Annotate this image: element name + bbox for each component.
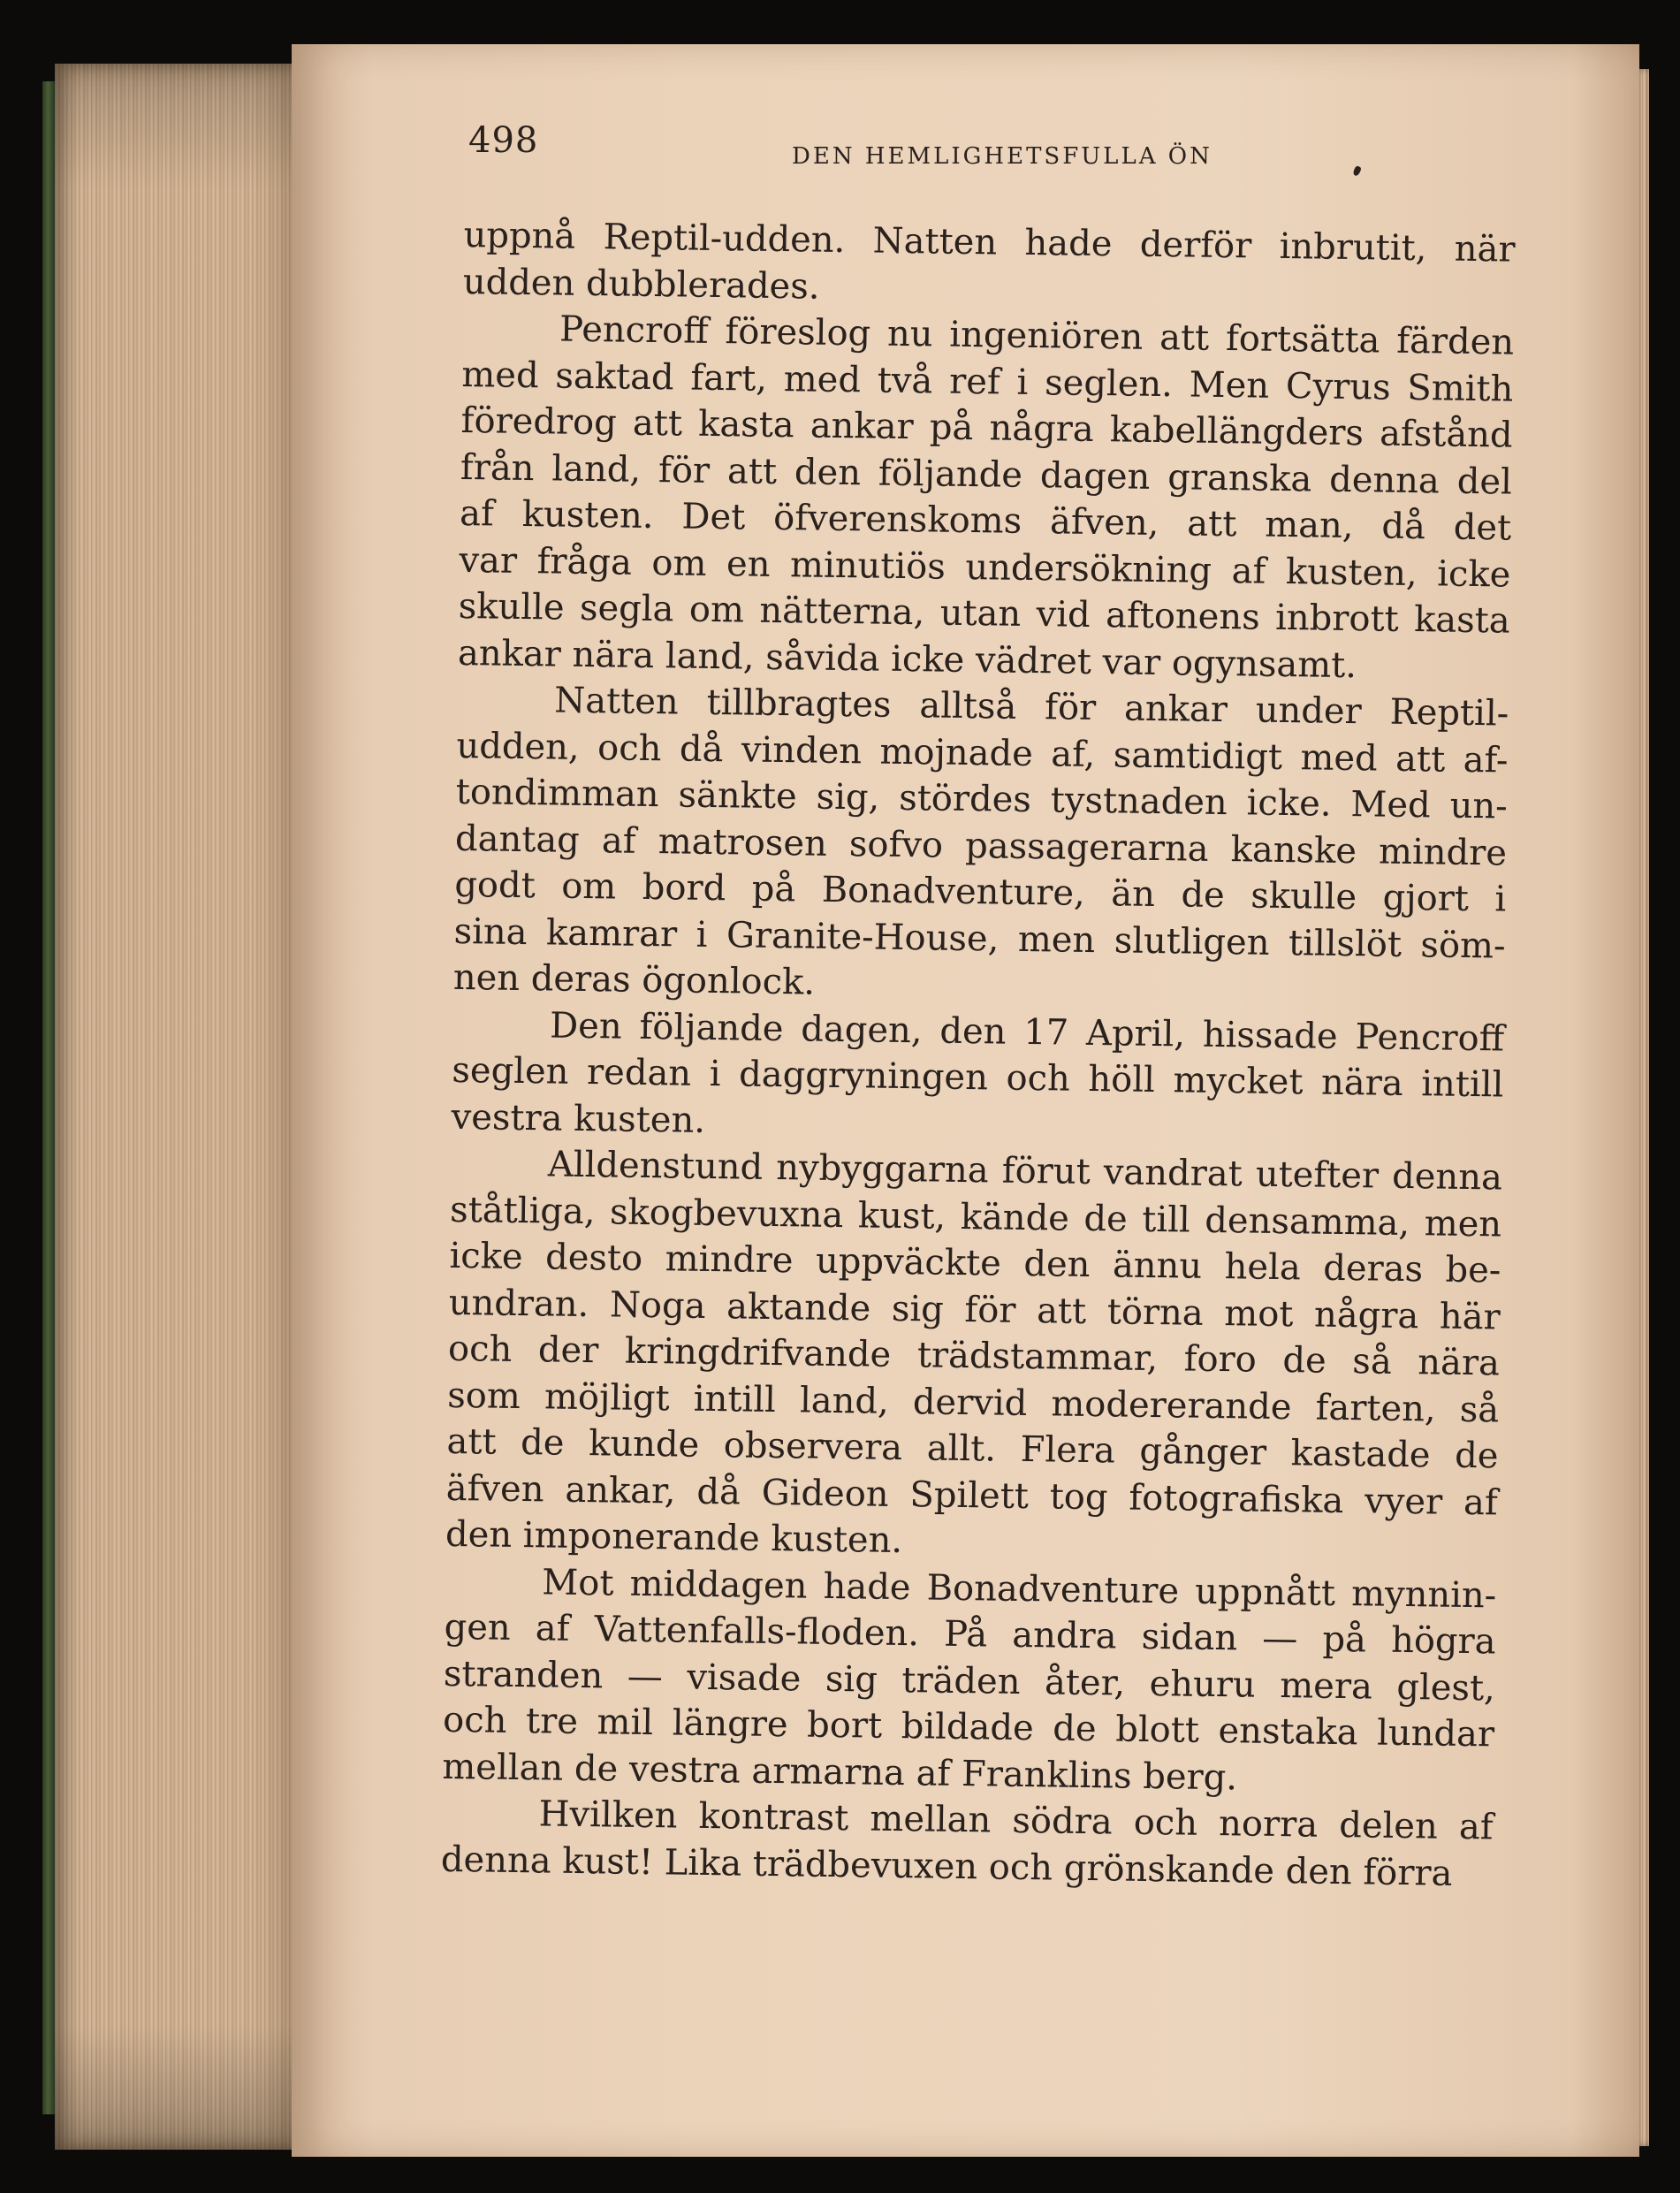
page-number: 498 [468, 120, 539, 161]
text-line: af kusten. Det öfverenskoms äfven, att man, då det [459, 492, 1512, 549]
text-line: undran. Noga aktande sig för att törna mot några här [448, 1282, 1501, 1337]
text-line: som möjligt intill land, dervid modererande farten, så [446, 1374, 1500, 1430]
text-line: ankar nära land, såvida icke vädret var ogynsamt. [457, 632, 1357, 686]
text-line: dantag af matrosen sofvo passagerarna kanske mindre [454, 818, 1508, 874]
text-line: Mot middagen hade Bonadventure uppnått mynnin- [542, 1561, 1497, 1616]
text-line: från land, för att den följande dagen granska denna del [460, 446, 1513, 503]
text-line: att de kunde observera allt. Flera gånger kastade de [446, 1420, 1499, 1477]
text-line: Natten tillbragtes alltså för ankar under Reptil- [553, 680, 1509, 735]
text-line: stranden — visade sig träden åter, ehuru mera glest, [443, 1653, 1496, 1709]
text-line: vestra kusten. [451, 1096, 706, 1141]
book-page [292, 44, 1639, 2157]
text-line: nen deras ögonlock. [452, 956, 816, 1003]
text-line: äfven ankar, då Gideon Spilett tog fotografiska vyer af [445, 1467, 1499, 1523]
text-line: och der kringdrifvande trädstammar, foro de så nära [447, 1328, 1501, 1384]
text-line: skulle segla om nätterna, utan vid aftonens inbrott kasta [458, 585, 1510, 642]
text-line: godt om bord på Bonadventure, än de skulle gjort i [454, 864, 1507, 920]
text-line: udden, och då vinden mojnade af, samtidigt med att af- [456, 725, 1509, 781]
text-line: uppnå Reptil-udden. Natten hade derför inbrutit, när [463, 214, 1516, 270]
ink-mark [1352, 165, 1362, 177]
text-line: denna kust! Lika trädbevuxen och grönskande den förra [440, 1839, 1453, 1894]
text-line: ståtliga, skogbevuxna kust, kände de till densamma, men [449, 1189, 1502, 1245]
text-line: tondimman sänkte sig, stördes tystnaden icke. Med un- [455, 771, 1509, 827]
text-line: var fråga om en minutiös undersökning af kusten, icke [459, 539, 1511, 596]
text-line: föredrog att kasta ankar på några kabellängders afstånd [460, 400, 1513, 456]
text-line: Alldenstund nybyggarna förut vandrat utefter denna [547, 1144, 1503, 1199]
text-line: den imponerande kusten. [445, 1513, 903, 1562]
text-line: gen af Vattenfalls-floden. På andra sidan — på högra [444, 1606, 1496, 1663]
page-edges-left [55, 64, 311, 2150]
text-line: Hvilken kontrast mellan södra och norra delen af [538, 1793, 1494, 1848]
text-line: icke desto mindre uppväckte den ännu hela deras be- [449, 1235, 1501, 1291]
text-line: Den följande dagen, den 17 April, hissade Pencroff [549, 1004, 1505, 1060]
running-title: DEN HEMLIGHETSFULLA ÖN [792, 143, 1212, 170]
body-text [441, 212, 1516, 1897]
text-line: seglen redan i daggryningen och höll mycket nära intill [452, 1049, 1504, 1106]
text-line: mellan de vestra armarna af Franklins berg. [442, 1746, 1238, 1798]
text-line: Pencroff föreslog nu ingeniören att fortsätta färden [559, 308, 1515, 363]
text-line: och tre mil längre bort bildade de blott enstaka lundar [442, 1699, 1495, 1755]
text-line: udden dubblerades. [462, 261, 820, 308]
text-line: sina kamrar i Granite-House, men slutligen tillslöt söm- [453, 910, 1506, 967]
text-line: med saktad fart, med två ref i seglen. Men Cyrus Smith [461, 354, 1514, 410]
